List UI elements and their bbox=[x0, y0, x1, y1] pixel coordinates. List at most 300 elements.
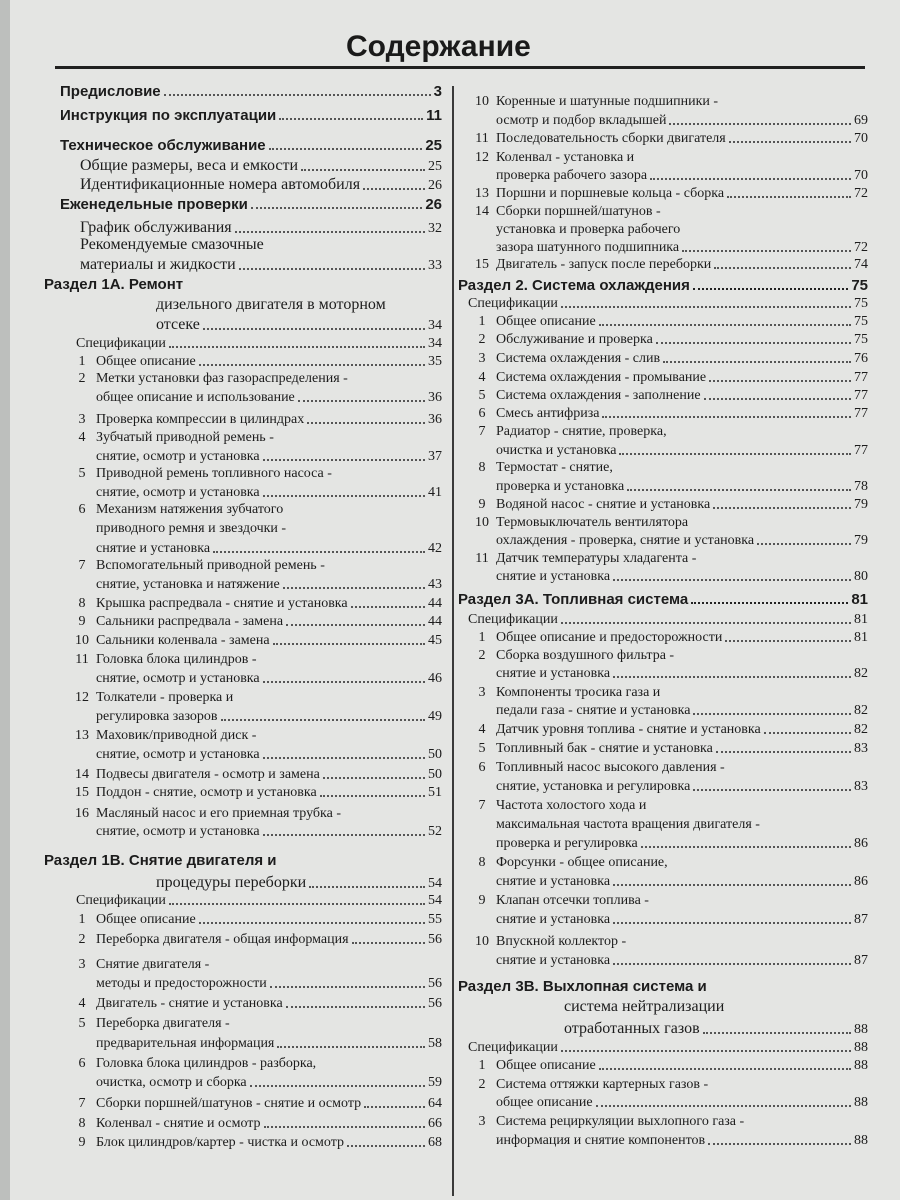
dot-leader bbox=[279, 118, 423, 120]
toc-entry-title: Термовыключатель вентилятора bbox=[496, 515, 689, 530]
dot-leader bbox=[286, 1006, 425, 1008]
toc-entry-title: информация и снятие компонентов bbox=[496, 1133, 706, 1148]
toc-entry bbox=[68, 709, 442, 725]
toc-entry-number: 7 bbox=[478, 424, 486, 439]
toc-entry bbox=[468, 240, 868, 256]
toc-entry bbox=[458, 591, 868, 608]
toc-entry-number: 7 bbox=[478, 798, 486, 813]
toc-entry-title: Спецификации bbox=[76, 336, 166, 351]
toc-entry bbox=[44, 852, 442, 869]
toc-entry-page: 86 bbox=[854, 836, 868, 851]
toc-entry-title: Еженедельные проверки bbox=[60, 196, 248, 213]
toc-entry-number: 3 bbox=[478, 685, 486, 700]
toc-entry-title: отработанных газов bbox=[564, 1020, 700, 1037]
toc-entry-title: Раздел 2. Система охлаждения bbox=[458, 277, 690, 294]
toc-entry-title: снятие, осмотр и установка bbox=[96, 449, 260, 464]
toc-entry-number: 2 bbox=[78, 371, 86, 386]
toc-entry-page: 77 bbox=[854, 406, 868, 421]
toc-entry bbox=[68, 430, 442, 446]
toc-entry-title: установка и проверка рабочего bbox=[496, 222, 681, 237]
dot-leader bbox=[213, 551, 425, 553]
dot-leader bbox=[669, 123, 851, 125]
toc-entry-page: 87 bbox=[854, 953, 868, 968]
toc-entry bbox=[468, 351, 868, 367]
toc-entry-page: 36 bbox=[428, 390, 442, 405]
toc-entry-title: проверка и регулировка bbox=[496, 836, 638, 851]
toc-entry-number: 4 bbox=[478, 722, 486, 737]
dot-leader bbox=[727, 196, 851, 198]
dot-leader bbox=[613, 884, 851, 886]
toc-entry bbox=[468, 630, 868, 646]
toc-entry bbox=[468, 1095, 868, 1111]
toc-entry bbox=[68, 485, 442, 501]
dot-leader bbox=[725, 640, 851, 642]
dot-leader bbox=[320, 795, 425, 797]
toc-entry-title: Предисловие bbox=[60, 83, 161, 100]
toc-entry bbox=[60, 137, 442, 154]
toc-entry-number: 10 bbox=[75, 633, 89, 648]
toc-entry-title: материалы и жидкости bbox=[80, 256, 236, 273]
toc-entry-page: 76 bbox=[854, 351, 868, 366]
dot-leader bbox=[309, 886, 425, 888]
toc-entry-number: 7 bbox=[78, 1096, 86, 1111]
toc-entry bbox=[68, 932, 442, 948]
toc-entry bbox=[80, 236, 442, 254]
toc-entry bbox=[458, 978, 868, 995]
toc-entry-page: 86 bbox=[854, 874, 868, 889]
dot-leader bbox=[263, 757, 425, 759]
toc-entry-title: Двигатель - снятие и установка bbox=[96, 996, 283, 1011]
toc-entry-title: регулировка зазоров bbox=[96, 709, 218, 724]
toc-entry-page: 77 bbox=[854, 370, 868, 385]
toc-entry-number: 9 bbox=[478, 893, 486, 908]
toc-entry-number: 2 bbox=[478, 332, 486, 347]
toc-entry bbox=[68, 728, 442, 744]
dot-leader bbox=[269, 148, 423, 150]
toc-entry-page: 72 bbox=[854, 186, 868, 201]
toc-entry-title: снятие и установка bbox=[496, 953, 611, 968]
toc-entry-number: 10 bbox=[475, 515, 489, 530]
toc-entry-page: 75 bbox=[854, 332, 868, 347]
toc-entry-title: Поддон - снятие, осмотр и установка bbox=[96, 785, 317, 800]
toc-entry-title: очистка и установка bbox=[496, 443, 617, 458]
toc-entry-title: снятие, осмотр и установка bbox=[96, 485, 260, 500]
toc-entry-page: 64 bbox=[428, 1096, 442, 1111]
toc-entry-page: 3 bbox=[433, 83, 442, 100]
toc-entry-number: 15 bbox=[75, 785, 89, 800]
dot-leader bbox=[221, 719, 425, 721]
toc-entry-title: максимальная частота вращения двигателя - bbox=[496, 817, 760, 832]
dot-leader bbox=[270, 986, 425, 988]
toc-entry-title: Приводной ремень топливного насоса - bbox=[96, 466, 332, 481]
toc-entry-page: 66 bbox=[428, 1116, 442, 1131]
toc-entry bbox=[468, 666, 868, 682]
toc-entry-number: 11 bbox=[475, 551, 489, 566]
toc-entry-page: 54 bbox=[428, 876, 442, 891]
toc-entry-title: снятие, осмотр и установка bbox=[96, 671, 260, 686]
dot-leader bbox=[613, 579, 851, 581]
toc-entry-title: Радиатор - снятие, проверка, bbox=[496, 424, 667, 439]
toc-entry bbox=[468, 314, 868, 330]
toc-entry bbox=[68, 957, 442, 973]
toc-entry-page: 52 bbox=[428, 824, 442, 839]
toc-entry-page: 88 bbox=[854, 1058, 868, 1073]
toc-entry-title: снятие, установка и регулировка bbox=[496, 779, 691, 794]
toc-entry bbox=[468, 893, 868, 909]
dot-leader bbox=[307, 422, 425, 424]
toc-entry-number: 3 bbox=[478, 1114, 486, 1129]
toc-entry-number: 1 bbox=[478, 1058, 486, 1073]
toc-entry-page: 70 bbox=[854, 168, 868, 183]
toc-entry-number: 1 bbox=[478, 630, 486, 645]
toc-entry bbox=[468, 370, 868, 386]
toc-entry-title: Спецификации bbox=[468, 296, 558, 311]
toc-entry-number: 1 bbox=[78, 912, 86, 927]
toc-entry-number: 2 bbox=[478, 648, 486, 663]
toc-entry-number: 16 bbox=[75, 806, 89, 821]
toc-entry-page: 43 bbox=[428, 577, 442, 592]
toc-entry-title: Сборки поршней/шатунов - снятие и осмотр bbox=[96, 1096, 362, 1111]
toc-entry-title: Система оттяжки картерных газов - bbox=[496, 1077, 709, 1092]
toc-entry-number: 3 bbox=[78, 412, 86, 427]
toc-entry-title: Система рециркуляции выхлопного газа - bbox=[496, 1114, 745, 1129]
dot-leader bbox=[263, 834, 425, 836]
toc-entry-title: Техническое обслуживание bbox=[60, 137, 266, 154]
toc-entry-title: Толкатели - проверка и bbox=[96, 690, 234, 705]
toc-entry bbox=[80, 256, 442, 274]
toc-entry-title: Подвесы двигателя - осмотр и замена bbox=[96, 767, 320, 782]
toc-entry-page: 81 bbox=[854, 630, 868, 645]
toc-entry-title: дизельного двигателя в моторном bbox=[156, 296, 386, 313]
dot-leader bbox=[663, 361, 851, 363]
toc-entry-number: 1 bbox=[78, 354, 86, 369]
toc-entry-page: 88 bbox=[854, 1022, 868, 1037]
toc-entry bbox=[468, 1133, 868, 1149]
toc-entry bbox=[468, 703, 868, 719]
dot-leader bbox=[708, 1143, 851, 1145]
toc-entry bbox=[68, 996, 442, 1012]
toc-entry-title: Спецификации bbox=[468, 612, 558, 627]
toc-entry-title: Метки установки фаз газораспределения - bbox=[96, 371, 348, 386]
toc-entry bbox=[68, 1116, 442, 1132]
toc-entry-number: 6 bbox=[478, 760, 486, 775]
toc-entry bbox=[468, 953, 868, 969]
toc-entry bbox=[68, 1056, 442, 1072]
toc-entry bbox=[468, 204, 868, 220]
toc-entry bbox=[68, 747, 442, 763]
toc-entry bbox=[80, 219, 442, 237]
toc-entry bbox=[468, 874, 868, 890]
toc-entry-title: Сборка воздушного фильтра - bbox=[496, 648, 675, 663]
toc-entry bbox=[468, 912, 868, 928]
dot-leader bbox=[757, 543, 851, 545]
toc-entry-title: Маховик/приводной диск - bbox=[96, 728, 257, 743]
toc-entry-page: 44 bbox=[428, 614, 442, 629]
toc-entry-title: Зубчатый приводной ремень - bbox=[96, 430, 274, 445]
toc-entry-page: 81 bbox=[854, 612, 868, 627]
toc-entry-page: 83 bbox=[854, 779, 868, 794]
toc-entry-page: 56 bbox=[428, 996, 442, 1011]
toc-entry bbox=[564, 1020, 868, 1038]
toc-entry bbox=[468, 855, 868, 871]
toc-entry-title: общее описание и использование bbox=[96, 390, 295, 405]
toc-entry-title: Общие размеры, веса и емкости bbox=[80, 157, 299, 174]
toc-entry-page: 50 bbox=[428, 767, 442, 782]
toc-entry-page: 74 bbox=[854, 257, 868, 272]
toc-entry-title: проверка и установка bbox=[496, 479, 625, 494]
toc-entry bbox=[468, 569, 868, 585]
toc-entry-number: 6 bbox=[478, 406, 486, 421]
dot-leader bbox=[263, 681, 425, 683]
toc-entry bbox=[468, 836, 868, 852]
toc-entry-number: 14 bbox=[475, 204, 489, 219]
dot-leader bbox=[250, 1085, 425, 1087]
toc-entry bbox=[468, 798, 868, 814]
dot-leader bbox=[613, 922, 851, 924]
toc-entry bbox=[68, 541, 442, 557]
toc-entry-page: 77 bbox=[854, 388, 868, 403]
toc-entry-title: Крышка распредвала - снятие и установка bbox=[96, 596, 348, 611]
toc-entry bbox=[68, 558, 442, 574]
toc-entry bbox=[468, 222, 868, 238]
toc-entry-number: 5 bbox=[478, 388, 486, 403]
dot-leader bbox=[716, 751, 851, 753]
toc-entry bbox=[68, 449, 442, 465]
toc-entry bbox=[68, 824, 442, 840]
toc-entry-title: Инструкция по эксплуатации bbox=[60, 107, 277, 124]
toc-entry bbox=[68, 596, 442, 612]
toc-entry bbox=[60, 83, 442, 100]
dot-leader bbox=[263, 495, 425, 497]
dot-leader bbox=[323, 777, 425, 779]
toc-entry-page: 42 bbox=[428, 541, 442, 556]
toc-entry-page: 80 bbox=[854, 569, 868, 584]
toc-entry-number: 9 bbox=[478, 497, 486, 512]
toc-entry-number: 14 bbox=[75, 767, 89, 782]
toc-entry-page: 82 bbox=[854, 666, 868, 681]
toc-entry bbox=[68, 521, 442, 537]
toc-entry-page: 45 bbox=[428, 633, 442, 648]
toc-entry-number: 1 bbox=[478, 314, 486, 329]
toc-entry-title: Сальники коленвала - замена bbox=[96, 633, 270, 648]
toc-entry-page: 56 bbox=[428, 976, 442, 991]
dot-leader bbox=[251, 207, 422, 209]
dot-leader bbox=[691, 602, 848, 604]
toc-entry bbox=[468, 131, 868, 147]
dot-leader bbox=[199, 364, 425, 366]
toc-entry-number: 8 bbox=[478, 855, 486, 870]
toc-entry-title: охлаждения - проверка, снятие и установка bbox=[496, 533, 755, 548]
toc-entry-page: 81 bbox=[851, 591, 868, 608]
toc-entry-title: Блок цилиндров/картер - чистка и осмотр bbox=[96, 1135, 345, 1150]
dot-leader bbox=[351, 606, 425, 608]
toc-entry-title: Общее описание bbox=[496, 314, 596, 329]
dot-leader bbox=[641, 846, 851, 848]
toc-entry-title: зазора шатунного подшипника bbox=[496, 240, 680, 255]
dot-leader bbox=[599, 1068, 851, 1070]
dot-leader bbox=[352, 942, 425, 944]
toc-entry-page: 75 bbox=[851, 277, 868, 294]
toc-entry-number: 6 bbox=[78, 502, 86, 517]
toc-entry-title: процедуры переборки bbox=[156, 874, 307, 891]
dot-leader bbox=[693, 789, 851, 791]
toc-entry-page: 44 bbox=[428, 596, 442, 611]
toc-entry-title: Коренные и шатунные подшипники - bbox=[496, 94, 719, 109]
toc-entry-page: 25 bbox=[425, 137, 442, 154]
toc-entry-number: 11 bbox=[75, 652, 89, 667]
toc-entry bbox=[468, 1114, 868, 1130]
toc-entry-page: 82 bbox=[854, 703, 868, 718]
toc-entry bbox=[68, 1096, 442, 1112]
toc-entry-page: 70 bbox=[854, 131, 868, 146]
toc-entry bbox=[68, 1036, 442, 1052]
toc-entry bbox=[68, 502, 442, 518]
toc-entry-number: 12 bbox=[75, 690, 89, 705]
toc-entry-page: 59 bbox=[428, 1075, 442, 1090]
toc-entry-title: Раздел 1В. Снятие двигателя и bbox=[44, 852, 277, 869]
toc-entry-page: 34 bbox=[428, 336, 442, 351]
toc-entry-title: снятие, осмотр и установка bbox=[96, 824, 260, 839]
toc-entry-page: 51 bbox=[428, 785, 442, 800]
dot-leader bbox=[613, 963, 851, 965]
toc-entry bbox=[468, 257, 868, 273]
toc-entry-page: 75 bbox=[854, 296, 868, 311]
toc-entry bbox=[468, 479, 868, 495]
toc-entry bbox=[68, 671, 442, 687]
toc-entry-title: Снятие двигателя - bbox=[96, 957, 210, 972]
toc-entry bbox=[468, 113, 868, 129]
dot-leader bbox=[169, 346, 425, 348]
toc-entry-title: Обслуживание и проверка bbox=[496, 332, 653, 347]
toc-entry-page: 32 bbox=[428, 221, 442, 236]
toc-entry-number: 5 bbox=[78, 466, 86, 481]
toc-entry bbox=[468, 186, 868, 202]
dot-leader bbox=[264, 1126, 425, 1128]
toc-entry-number: 3 bbox=[478, 351, 486, 366]
toc-entry-page: 68 bbox=[428, 1135, 442, 1150]
toc-entry-title: снятие и установка bbox=[496, 569, 611, 584]
toc-entry bbox=[468, 648, 868, 664]
toc-entry-title: Система охлаждения - промывание bbox=[496, 370, 707, 385]
toc-entry-title: Спецификации bbox=[76, 893, 166, 908]
toc-entry-number: 4 bbox=[478, 370, 486, 385]
column-divider bbox=[452, 86, 454, 1196]
toc-entry-number: 5 bbox=[478, 741, 486, 756]
toc-entry bbox=[468, 296, 868, 312]
dot-leader bbox=[764, 732, 851, 734]
dot-leader bbox=[277, 1046, 425, 1048]
toc-entry-number: 13 bbox=[475, 186, 489, 201]
dot-leader bbox=[347, 1145, 425, 1147]
dot-leader bbox=[713, 507, 851, 509]
toc-entry bbox=[68, 912, 442, 928]
toc-entry bbox=[80, 176, 442, 194]
toc-entry-title: Компоненты тросика газа и bbox=[496, 685, 661, 700]
toc-entry bbox=[68, 767, 442, 783]
toc-entry bbox=[60, 107, 442, 124]
toc-entry bbox=[156, 316, 442, 334]
toc-entry bbox=[68, 633, 442, 649]
toc-entry bbox=[68, 412, 442, 428]
dot-leader bbox=[602, 416, 851, 418]
toc-entry-title: отсеке bbox=[156, 316, 200, 333]
toc-entry-page: 35 bbox=[428, 354, 442, 369]
toc-entry-title: приводного ремня и звездочки - bbox=[96, 521, 287, 536]
toc-entry-title: снятие и установка bbox=[496, 912, 611, 927]
dot-leader bbox=[301, 169, 425, 171]
toc-entry-title: Идентификационные номера автомобиля bbox=[80, 176, 361, 193]
toc-entry-title: система нейтрализации bbox=[564, 998, 725, 1015]
toc-entry-page: 49 bbox=[428, 709, 442, 724]
toc-entry-title: Частота холостого хода и bbox=[496, 798, 647, 813]
toc-entry-title: Смесь антифриза bbox=[496, 406, 600, 421]
toc-entry-page: 77 bbox=[854, 443, 868, 458]
toc-entry-title: Двигатель - запуск после переборки bbox=[496, 257, 712, 272]
toc-entry-page: 79 bbox=[854, 497, 868, 512]
toc-entry-page: 69 bbox=[854, 113, 868, 128]
toc-entry-title: Проверка компрессии в цилиндрах bbox=[96, 412, 305, 427]
toc-entry-number: 5 bbox=[78, 1016, 86, 1031]
toc-entry-page: 58 bbox=[428, 1036, 442, 1051]
toc-entry-page: 78 bbox=[854, 479, 868, 494]
toc-entry bbox=[68, 390, 442, 406]
toc-entry-title: Система охлаждения - слив bbox=[496, 351, 661, 366]
toc-entry-title: Клапан отсечки топлива - bbox=[496, 893, 649, 908]
toc-entry bbox=[468, 612, 868, 628]
toc-entry-title: снятие и установка bbox=[96, 541, 211, 556]
toc-entry-page: 11 bbox=[426, 107, 442, 124]
toc-entry-title: Переборка двигателя - общая информация bbox=[96, 932, 349, 947]
toc-entry bbox=[468, 515, 868, 531]
dot-leader bbox=[619, 453, 851, 455]
dot-leader bbox=[286, 624, 425, 626]
dot-leader bbox=[693, 288, 848, 290]
toc-entry-number: 15 bbox=[475, 257, 489, 272]
page-title: Содержание bbox=[346, 30, 531, 63]
toc-entry-number: 3 bbox=[78, 957, 86, 972]
toc-entry-title: Форсунки - общее описание, bbox=[496, 855, 668, 870]
toc-entry-number: 11 bbox=[475, 131, 489, 146]
toc-entry-number: 2 bbox=[478, 1077, 486, 1092]
toc-entry-title: Вспомогательный приводной ремень - bbox=[96, 558, 325, 573]
toc-entry-page: 25 bbox=[428, 159, 442, 174]
toc-entry-page: 56 bbox=[428, 932, 442, 947]
toc-entry-title: Топливный бак - снятие и установка bbox=[496, 741, 713, 756]
toc-entry-title: снятие, осмотр и установка bbox=[96, 747, 260, 762]
book-page bbox=[10, 0, 900, 1200]
toc-entry bbox=[68, 354, 442, 370]
toc-entry bbox=[564, 998, 868, 1016]
toc-entry-number: 4 bbox=[78, 996, 86, 1011]
toc-entry-title: предварительная информация bbox=[96, 1036, 275, 1051]
toc-entry-title: Масляный насос и его приемная трубка - bbox=[96, 806, 341, 821]
toc-entry-title: Водяной насос - снятие и установка bbox=[496, 497, 711, 512]
dot-leader bbox=[164, 94, 431, 96]
toc-entry-title: Коленвал - установка и bbox=[496, 150, 635, 165]
toc-entry-title: Поршни и поршневые кольца - сборка bbox=[496, 186, 725, 201]
toc-entry-title: Общее описание bbox=[96, 354, 196, 369]
toc-entry-page: 26 bbox=[425, 196, 442, 213]
toc-entry-number: 8 bbox=[78, 1116, 86, 1131]
toc-entry bbox=[156, 874, 442, 892]
toc-entry-page: 34 bbox=[428, 318, 442, 333]
toc-entry bbox=[68, 371, 442, 387]
toc-entry bbox=[468, 779, 868, 795]
toc-entry-number: 9 bbox=[78, 1135, 86, 1150]
toc-entry bbox=[68, 806, 442, 822]
toc-entry bbox=[76, 336, 442, 352]
title-rule bbox=[55, 66, 865, 69]
